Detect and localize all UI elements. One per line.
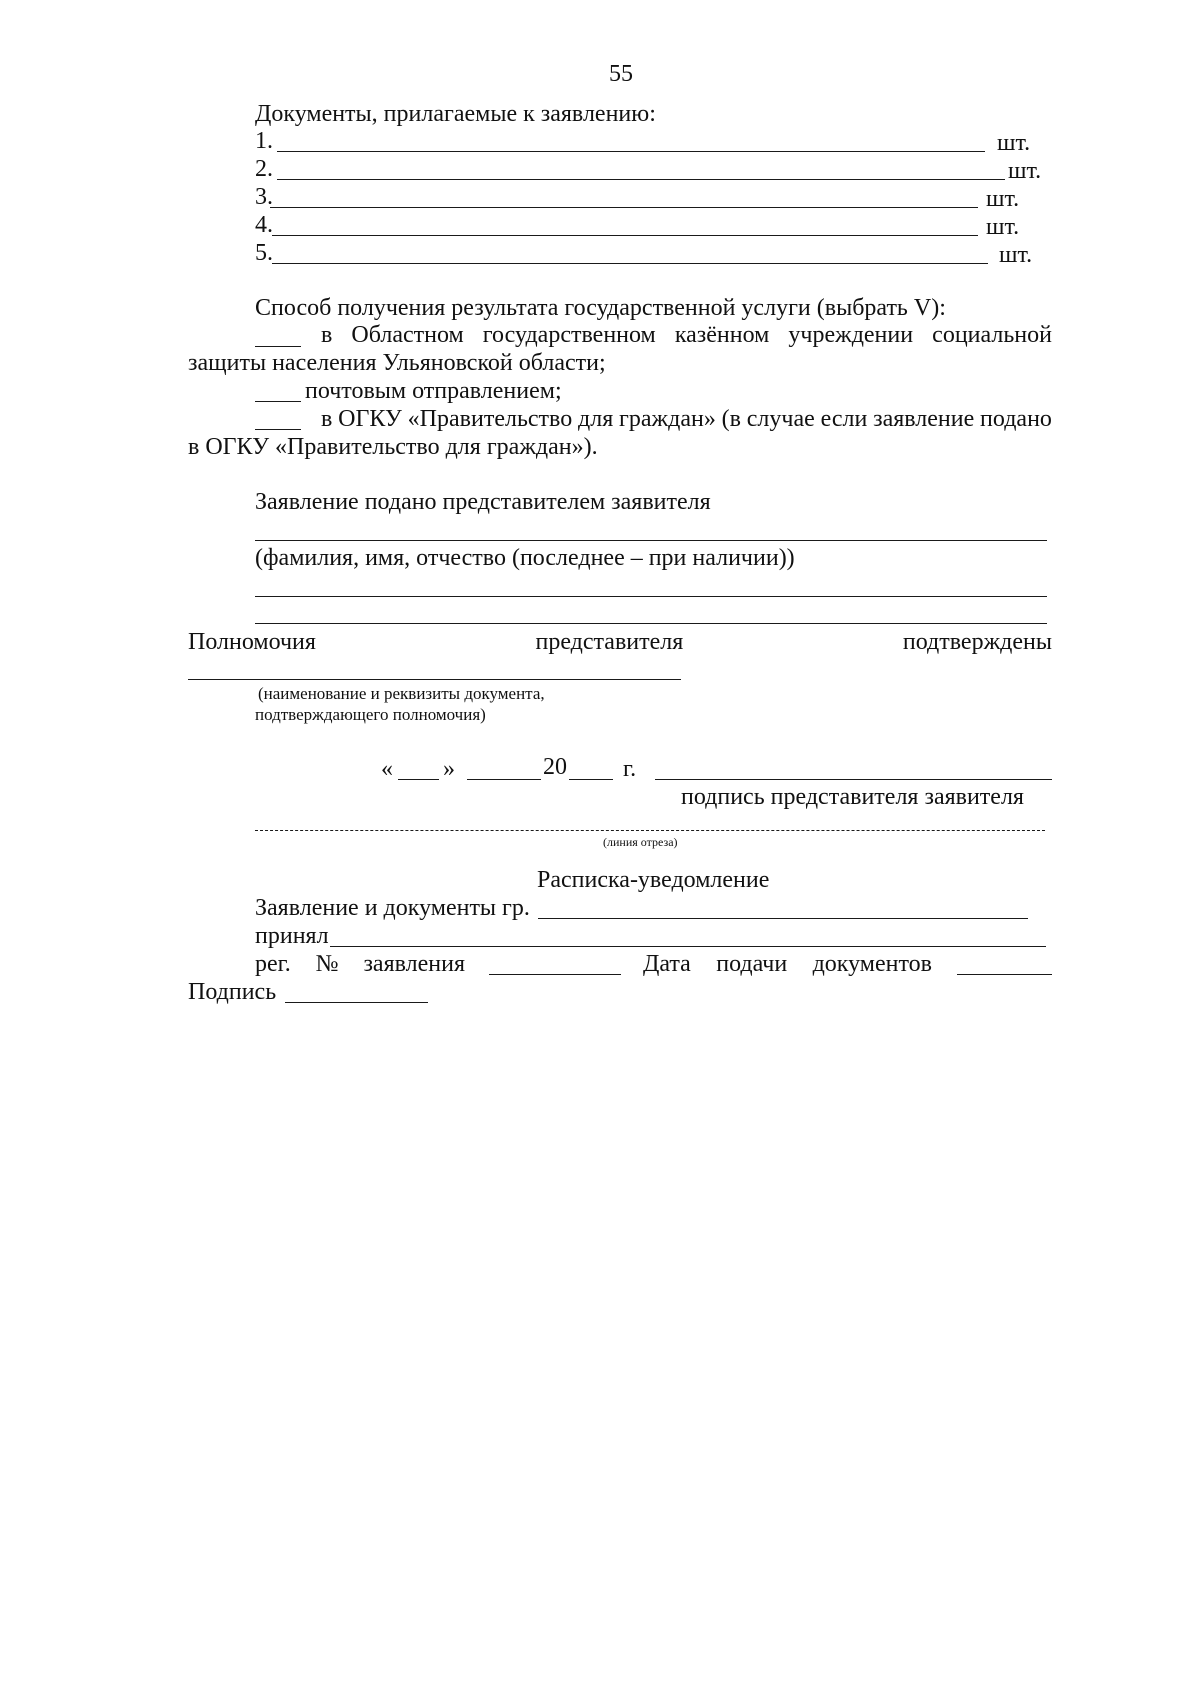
authority-word: подтверждены (902, 629, 1052, 655)
option1-word: в (321, 322, 333, 348)
attachment-unit-2: шт. (1008, 158, 1042, 184)
receipt-date-words (643, 950, 932, 978)
option3-word: случае (746, 406, 815, 432)
authority-document-blank (188, 679, 681, 680)
authority-line (188, 628, 1052, 656)
receipt-accepted: принял (255, 923, 329, 949)
cut-line-label: (линия отреза) (603, 835, 678, 849)
attachment-blank-2 (277, 179, 1005, 180)
representative-heading: Заявление подано представителем заявителя (255, 489, 711, 515)
option3-word: для (578, 406, 614, 432)
attachment-blank-3 (270, 207, 978, 208)
date-day-blank (398, 779, 439, 780)
option1-word: учреждении (788, 322, 914, 348)
date-year-blank (569, 779, 613, 780)
authority-word: Полномочия (188, 629, 316, 655)
option3-word: (в (721, 406, 741, 432)
representative-blank-2 (255, 596, 1047, 597)
receipt-reg-word: № (315, 951, 339, 977)
attachment-unit-3: шт. (986, 186, 1020, 212)
authority-document-hint-1: (наименование и реквизиты документа, (258, 684, 545, 703)
option2-checkbox-blank (255, 401, 301, 402)
date-close-quote: » (443, 756, 455, 782)
option1-word: государственном (482, 322, 656, 348)
date-year-prefix: 20 (543, 754, 567, 780)
attachments-heading: Документы, прилагаемые к заявлению: (255, 101, 656, 127)
option3-word: «Правительство (407, 406, 573, 432)
option3-line1 (321, 405, 1052, 433)
receipt-reg-words (255, 950, 465, 978)
option3-word: граждан» (619, 406, 716, 432)
option3-word: ОГКУ (338, 406, 402, 432)
signature-blank (655, 779, 1052, 780)
attachment-blank-1 (277, 151, 985, 152)
attachment-blank-4 (272, 235, 978, 236)
receipt-reg-word: рег. (255, 951, 291, 977)
option3-line2: в ОГКУ «Правительство для граждан»). (188, 434, 598, 460)
option1-word: Областном (351, 322, 464, 348)
attachment-unit-5: шт. (999, 242, 1033, 268)
option3-word: подано (980, 406, 1052, 432)
signature-caption: подпись представителя заявителя (681, 784, 1024, 810)
attachment-unit-4: шт. (986, 214, 1020, 240)
attachment-number-5: 5. (255, 240, 273, 266)
date-month-blank (467, 779, 541, 780)
option1-line2: защиты населения Ульяновской области; (188, 350, 606, 376)
receipt-docs-from-blank (538, 918, 1028, 919)
receipt-date-word: подачи (716, 951, 788, 977)
attachment-number-4: 4. (255, 212, 273, 238)
receipt-date-word: Дата (643, 951, 691, 977)
attachment-blank-5 (272, 263, 988, 264)
receipt-reg-number-blank (489, 974, 621, 975)
attachment-number-2: 2. (255, 156, 273, 182)
receipt-signature-blank (285, 1002, 428, 1003)
option1-line1 (321, 321, 1052, 349)
authority-word: представителя (535, 629, 684, 655)
method-heading: Способ получения результата государственной услуги (выбрать V): (255, 295, 946, 321)
page-number: 55 (609, 61, 633, 87)
authority-document-hint-2: подтверждающего полномочия) (255, 705, 486, 724)
attachment-number-1: 1. (255, 128, 273, 154)
attachment-unit-1: шт. (997, 130, 1031, 156)
option1-word: социальной (932, 322, 1052, 348)
option1-checkbox-blank (255, 346, 301, 347)
receipt-date-word: документов (812, 951, 932, 977)
option1-word: казённом (674, 322, 770, 348)
option2-text: почтовым отправлением; (305, 378, 562, 404)
date-open-quote: « (381, 756, 393, 782)
attachment-number-3: 3. (255, 184, 273, 210)
representative-name-hint: (фамилия, имя, отчество (последнее – при наличии)) (255, 545, 795, 571)
receipt-reg-word: заявления (363, 951, 465, 977)
date-year-suffix: г. (623, 756, 637, 782)
cut-line (255, 830, 1045, 831)
representative-name-blank (255, 540, 1047, 541)
option3-word: если (820, 406, 868, 432)
receipt-docs-from: Заявление и документы гр. (255, 895, 530, 921)
receipt-accepted-blank (330, 946, 1046, 947)
receipt-date-blank (957, 974, 1052, 975)
option3-word: в (321, 406, 333, 432)
option3-word: заявление (873, 406, 975, 432)
option3-checkbox-blank (255, 429, 301, 430)
representative-blank-3 (255, 623, 1047, 624)
receipt-signature-label: Подпись (188, 979, 277, 1005)
receipt-title: Расписка-уведомление (537, 867, 770, 893)
